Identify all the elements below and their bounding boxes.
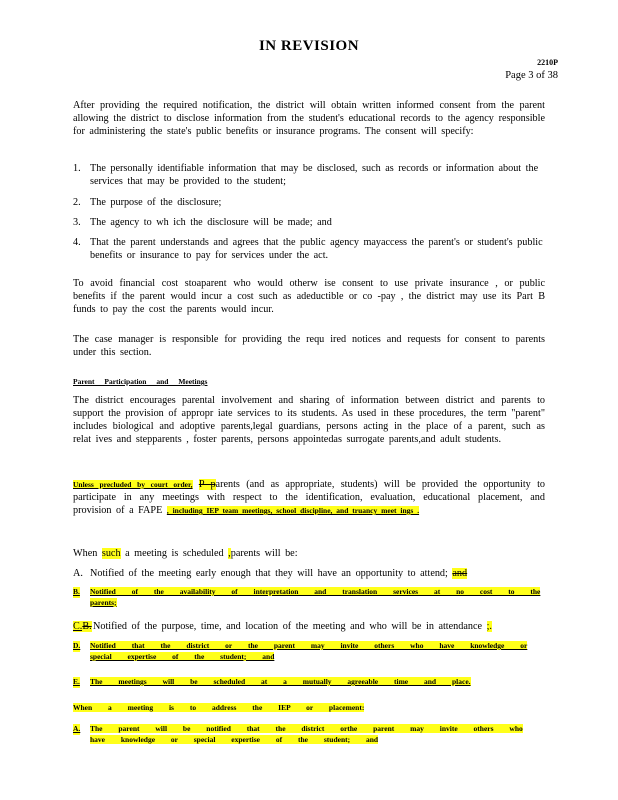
deleted-text: P p [198,479,216,490]
iep-heading-text: When a meeting is to address the IEP or placement: [73,703,365,712]
document-title: IN REVISION [258,38,360,54]
list-number: 3. [73,217,81,228]
unless-paragraph [73,478,545,517]
consent-item-2 [73,196,545,209]
consent-item-3 [73,216,545,229]
highlighted-insert: ;. [486,621,492,632]
intro-paragraph: After providing the required notification, the district will obtain written informed consent from the parent allowing the district to disclose information from the student's educational records to the agency responsible for administering the state's public benefits or insurance programs. The consent will specify: [73,100,545,137]
list-text: Notified of the meeting early enough that they will have an opportunity to attend; [90,568,448,579]
list-text: Notified that the district or the parent may invite others who have knowledge or special expertise of the student; and [90,641,528,661]
page-number: Page 3 of 38 [505,70,558,81]
list-letter: A. [73,724,81,733]
highlighted-insert: , including IEP team meetings, school discipline, and truancy meet ings . [166,506,420,515]
encourages-paragraph: The district encourages parental involvement and sharing of information between district and parents to support the provision of appropr iate services to its students. As used in these procedures, the term "parent" includes biological and adoptive parents,legal guardians, persons acting in the place of a parent, such as relat ives and stepparents , foster parents, persons appointedas surrogate parents,and adult students. [73,395,545,445]
deleted-text: B. [82,621,92,632]
list-text: Notified of the availability of interpretation and translation services at no cost to the parents; [90,587,541,607]
meeting-item-b [73,587,545,608]
case-manager-paragraph: The case manager is responsible for providing the requ ired notices and requests for consent to parents under this section. [73,334,545,358]
list-letter: C. [73,621,83,632]
body-text: a meeting is scheduled [120,548,229,559]
list-number: 4. [73,237,81,248]
list-text: That the parent understands and agrees that the public agency mayaccess the parent's or student's public benefits or insurance to pay for services under the act. [90,237,543,261]
policy-code: 2210P [537,58,558,67]
list-text: The agency to wh ich the disclosure will be made; and [90,217,332,228]
list-number: 1. [73,163,81,174]
avoid-cost-paragraph: To avoid financial cost stoaparent who would otherw ise consent to use private insurance , or public benefits if the parent would incur a cost such as adeductible or co -pay , the district may use its Part B funds to pay the cost the parents would incur. [73,278,545,315]
list-text: The meetings will be scheduled at a mutually agreeable time and place. [90,677,471,686]
list-text: Notified of the purpose, time, and location of the meeting and who will be in attendance [93,621,483,632]
iep-item-a [73,724,545,745]
meeting-item-c [73,620,545,633]
consent-item-1 [73,162,545,188]
meeting-item-d [73,641,545,662]
section-heading: Parent Participation and Meetings [73,377,208,386]
list-letter: D. [73,641,81,650]
consent-item-4 [73,236,545,262]
iep-heading [73,703,545,714]
body-text: arents (and as appropriate, students) will be provided the opportunity to participate in any meetings with respect to the identification, evaluation, educational placement, and provision of a FAPE [73,479,546,516]
highlighted-insert: such [101,548,121,559]
list-letter: A. [73,568,83,579]
list-text: The personally identifiable information that may be disclosed, such as records or information about the services that may be provided to the student; [90,163,539,187]
deleted-text: and [452,568,468,579]
highlighted-insert: , [228,548,231,559]
list-letter: B. [73,587,80,596]
list-letter: E. [73,677,80,686]
list-text: The purpose of the disclosure; [90,197,222,208]
meeting-item-a [73,567,545,580]
body-text: When [73,548,102,559]
body-text: parents will be: [230,548,298,559]
when-scheduled-line [73,547,545,560]
list-text: The parent will be notified that the district orthe parent may invite others who have knowledge or special expertise of the student; and [90,724,523,744]
highlighted-insert: Unless precluded by court order, [73,480,193,489]
meeting-item-e [73,677,545,688]
list-number: 2. [73,197,81,208]
